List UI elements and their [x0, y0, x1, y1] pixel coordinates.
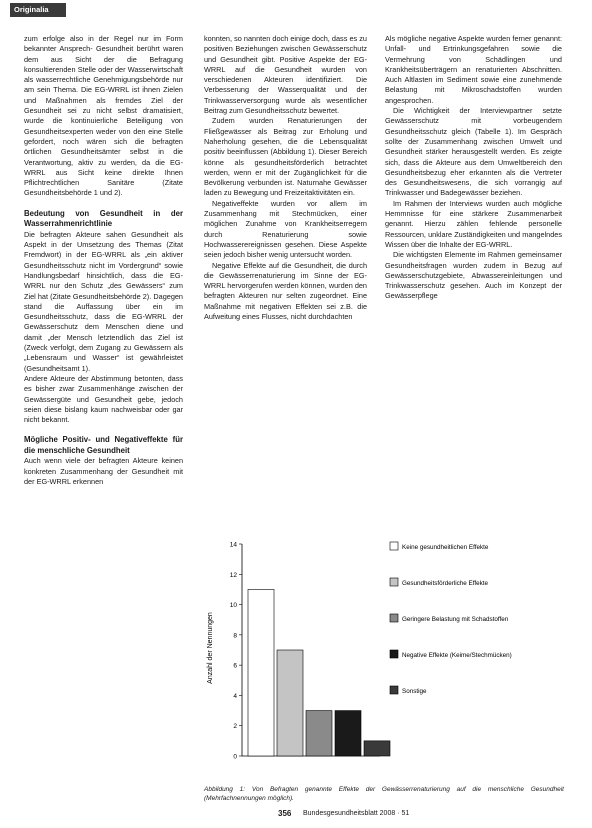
y-tick-label: 2 — [233, 723, 237, 731]
y-tick-label: 8 — [233, 632, 237, 640]
text-column-3 — [385, 34, 562, 302]
section-tag: Originalia — [10, 3, 66, 17]
legend-label: Keine gesundheitlichen Effekte — [402, 544, 489, 551]
legend-label: Negative Effekte (Keime/Stechmücken) — [402, 652, 512, 659]
chart-bar — [364, 741, 390, 756]
chart-bar — [277, 650, 303, 756]
legend-label: Gesundheitsförderliche Effekte — [402, 580, 488, 587]
y-tick-label: 6 — [233, 662, 237, 670]
paragraph: Die befragten Akteure sahen Gesundheit als Aspekt in der Umsetzung des Themas (Zitat Fremdwort) in der EG-WRRL als „ein aktiver Gesundheitsschutz nicht im Vordergrund“ sowie Handlungsbedarf hinsichtlich, dass die EG-WRRL nur den Schutz „des Gewässers“ zum Ziel hat (Zitate Gesundheitsbehörde 2). Dagegen stand die Auffassung über ein im Gesundheitsschutz, dass die EG-WRRL der Gewässerschutz dem Menschen diene und damit „der Mensch letztendlich das Ziel ist (Zweck verfolgt, dem Zugang zu Gewässern als „Lebensraum und Wasser“ ist gewährleistet (Gesundheitsamt 1). — [24, 229, 183, 373]
y-axis-label: Anzahl der Nennungen — [207, 612, 214, 684]
journal-reference: Bundesgesundheitsblatt 2008 · 51 — [303, 810, 410, 817]
paragraph: Negative Effekte auf die Gesundheit, die durch die Gewässerrenaturierung im Sinne der EG-WRRL hervorgerufen werden können, wurden den befragten Akteuren nur selten zugeordnet. Eine Maßnahme mit negativen Effekten sei z.B. die Aufweitung eines Flusses, nicht durchdachten — [204, 260, 367, 322]
chart-bar — [306, 711, 332, 756]
text-column-1 — [24, 34, 183, 487]
y-tick-label: 4 — [233, 692, 237, 700]
page-number: 356 — [278, 809, 292, 818]
chart-bars — [248, 589, 390, 756]
paragraph: Andere Akteure der Abstimmung betonten, dass es bisher zwar Zusammenhänge zwischen der Gewässergüte und Gesundheit gebe, jedoch seien diese bislang kaum nachweisbar oder gar nicht bekannt. — [24, 373, 183, 425]
chart-bar — [248, 589, 274, 756]
paragraph: konnten, so nannten doch einige doch, dass es zu positiven Beziehungen zwischen Gewässerschutz und Gesundheit gibt. Positive Aspekte der EG-WRRL auf die Gesundheit wurden von verschiedenen Akteuren identifiziert. Die Verbesserung der Wasserqualität und der Trinkwasserversorgung wurde als wesentlicher Beitrag zum Gesundheitsschutz bewertet. — [204, 34, 367, 116]
section-heading: Bedeutung von Gesundheit in der Wasserrahmenrichtlinie — [24, 208, 183, 229]
legend-swatch — [390, 614, 398, 622]
figure-caption: Abbildung 1: Von Befragten genannte Effekte der Gewässerrenaturierung auf die menschliche Gesundheit (Mehrfachnennungen möglich). — [204, 786, 564, 802]
legend-label: Geringere Belastung mit Schadstoffen — [402, 616, 509, 623]
figure-chart — [204, 536, 574, 808]
paragraph: Als mögliche negative Aspekte wurden ferner genannt: Unfall- und Ertrinkungsgefahren sowie die Vermehrung von Schädlingen und Krankheitsüberträgern an renaturierten Abschnitten. Auch Altlasten im Sediment sowie eine zunehmende Belastung mit Mikroschadstoffen wurden angesprochen. — [385, 34, 562, 105]
chart-bar — [335, 711, 361, 756]
legend-swatch — [390, 650, 398, 658]
paragraph: Im Rahmen der Interviews wurden auch mögliche Hemmnisse für eine stärkere Zusammenarbeit genannt. Hierzu zählen fehlende personelle Ressourcen, unklare Zuständigkeiten und mangelndes Wissen über die Inhalte der EG-WRRL. — [385, 198, 562, 249]
y-tick-label: 14 — [229, 541, 237, 549]
y-tick-label: 10 — [229, 602, 237, 610]
y-tick-label: 0 — [233, 753, 237, 761]
legend-label: Sonstige — [402, 688, 427, 695]
paragraph: zum erfolge also in der Regel nur im Form bekannter Ansprech- Gesundheit berührt waren dem aus Sicht der die Befragung konsultierenden Stelle oder der Wasserwirtschaft als wasserrechtliche Genehmigungsbehörde nur am sein Thema. Die EG-WRRL ist ihnen Zielen und Maßnahmen als fremdes Ziel der Gesundheit sei zu nicht selbst dramatisiert, wurde die kontinuierliche Beteiligung von Gesundheitsexperten weder von den eine Stelle gefordert, noch wären sich die befragten örtlichen Gesundheitsämter selbst in die Verantwortung, aktiv zu werden, da die EG-WRRL aus Sicht keine direkte Ihnen Pflichtrechtlichen Sanitäre (Zitate Gesundheitsbehörde 1 und 2). — [24, 34, 183, 198]
section-heading: Mögliche Positiv- und Negativeffekte für die menschliche Gesundheit — [24, 435, 183, 455]
paragraph: Die Wichtigkeit der Interviewpartner setzte Gewässerschutz mit vorbeugendem Gesundheitsschutz gleich (Tabelle 1). Im Gespräch sollte der Zusammenhang zwischen Umwelt und Gesundheit stärker herausgestellt werden. Es zeigte sich, dass die Akteure aus dem Umweltbereich den Gesundheitsbezug eher erkannten als die Vertreter des Gesundheitswesens, die sich vorrangig auf Trinkwasser und Badegewässer beziehen. — [385, 106, 562, 198]
text-column-2 — [204, 34, 367, 322]
paragraph: Auch wenn viele der befragten Akteure keinen konkreten Zusammenhang der Gesundheit mit der EG-WRRL erkennen — [24, 456, 183, 486]
paragraph: Die wichtigsten Elemente im Rahmen gemeinsamer Gesundheitsfragen wurden zudem in Bezug auf Gewässerschutzgebiete, Abwassereinleitungen und Trinkwasserschutz gesehen. Auch im Konzept der Gewässerpflege — [385, 250, 562, 301]
paragraph: Zudem wurden Renaturierungen der Fließgewässer als Beitrag zur Erholung und Naherholung gesehen, die die Lebensqualität positiv beeinflussen (Abbildung 1). Dieser Bereich könne als gesundheitsförderlich betrachtet werden, wenn er mit der Zugänglichkeit für die Bevölkerung verbunden ist. Naturnahe Gewässer laden zu Bewegung und Freizeitaktivitäten ein. — [204, 116, 367, 198]
paragraph: Negativeffekte wurden vor allem im Zusammenhang mit Stechmücken, einer möglichen Zunahme von Krankheitserregern durch Renaturierung sowie Hochwasserereignissen gesehen. Diese Aspekte seien jedoch bisher wenig untersucht worden. — [204, 198, 367, 260]
y-tick-label: 12 — [229, 571, 237, 579]
legend-swatch — [390, 542, 398, 550]
chart-legend — [390, 542, 512, 695]
legend-swatch — [390, 686, 398, 694]
legend-swatch — [390, 578, 398, 586]
